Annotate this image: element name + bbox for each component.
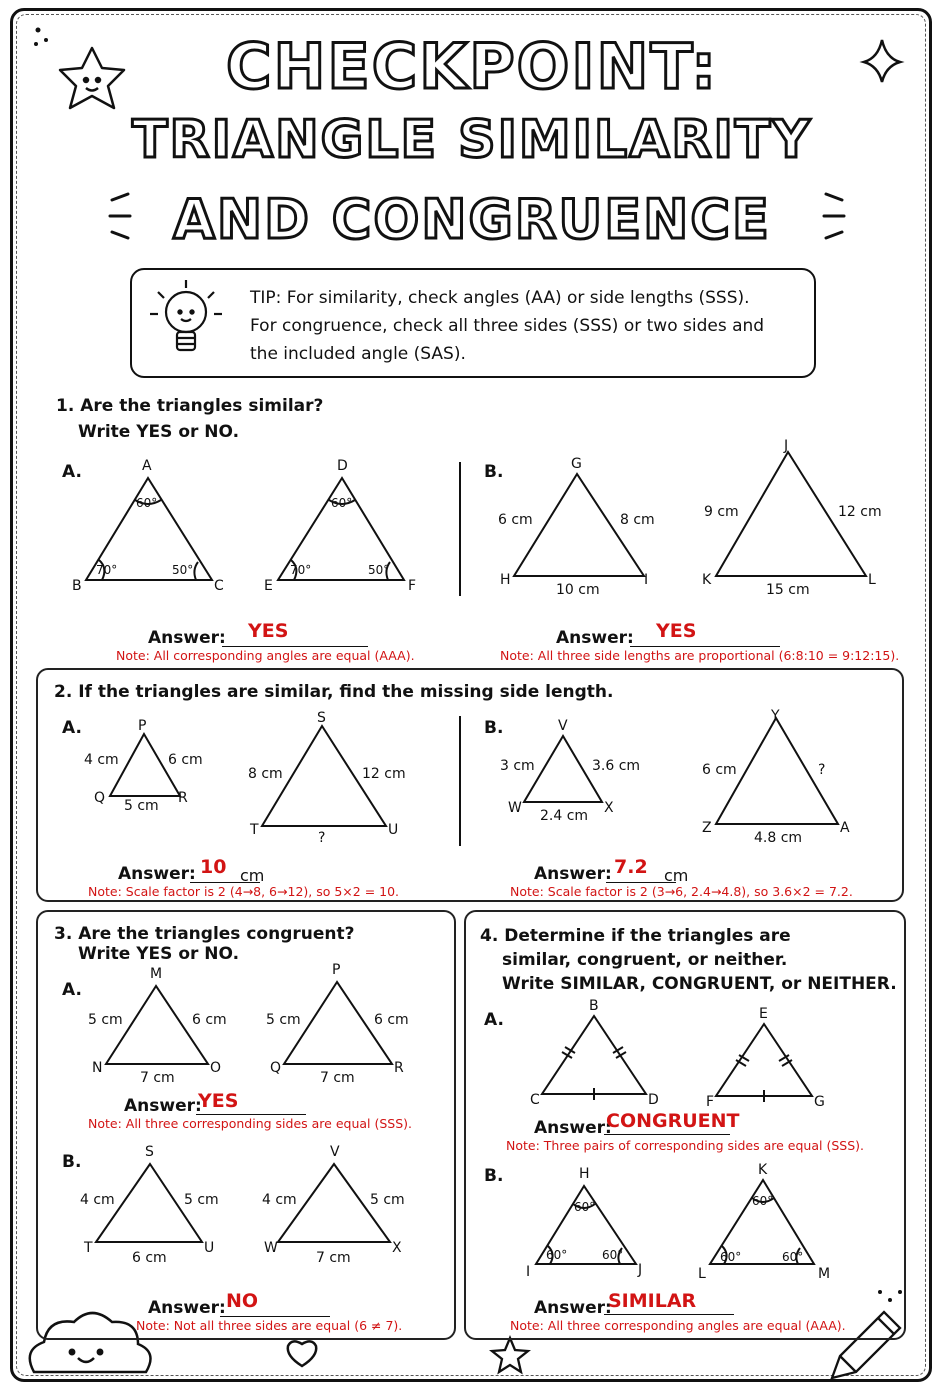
q1b-answer: YES	[656, 620, 697, 642]
vertex-label: I	[526, 1264, 531, 1280]
angle-label: 60°	[574, 1200, 596, 1214]
vertex-label: J	[784, 438, 789, 454]
vertex-label: R	[178, 790, 188, 806]
vertex-label: E	[759, 1006, 768, 1022]
q2a-answer-label: Answer:	[118, 864, 196, 884]
vertex-label: Q	[94, 790, 106, 806]
q2b-note: Note: Scale factor is 2 (3→6, 2.4→4.8), so 3.6×2 = 7.2.	[510, 884, 853, 899]
q1a-answer-line	[222, 646, 368, 647]
title-line-1: CHECKPOINT:	[225, 30, 719, 103]
q3b-label: B.	[62, 1152, 82, 1172]
angle-label: 60°	[546, 1248, 568, 1262]
q4-prompt-line-3: Write SIMILAR, CONGRUENT, or NEITHER.	[502, 974, 897, 994]
side-label: 5 cm	[124, 798, 159, 814]
side-label: 5 cm	[266, 1012, 301, 1028]
vertex-label: G	[814, 1094, 825, 1110]
vertex-label: J	[638, 1262, 643, 1278]
q3a-answer: YES	[198, 1090, 239, 1112]
vertex-label: S	[145, 1144, 154, 1160]
vertex-label: F	[706, 1094, 715, 1110]
title-line-2: TRIANGLE SIMILARITY	[132, 110, 812, 170]
q4a-triangle-2	[716, 1024, 812, 1096]
q2a-unit: cm	[240, 866, 265, 885]
q1a-answer-label: Answer:	[148, 628, 226, 648]
q2b-answer: 7.2	[614, 856, 648, 878]
angle-label: 50°	[172, 563, 194, 577]
vertex-label: Y	[771, 708, 780, 724]
vertex-label: M	[150, 966, 163, 982]
side-label: 15 cm	[766, 582, 810, 598]
side-label: ?	[318, 830, 326, 846]
tip-line-1: TIP: For similarity, check angles (AA) or side lengths (SSS).	[250, 288, 750, 308]
vertex-label: S	[317, 710, 326, 726]
angle-label: 50°	[368, 563, 390, 577]
q2b-unit: cm	[664, 866, 689, 885]
q4a-answer-line	[604, 1134, 730, 1135]
q1b-label: B.	[484, 462, 504, 482]
vertex-label: L	[698, 1266, 706, 1282]
vertex-label: R	[394, 1060, 404, 1076]
title-line-3: AND CONGRUENCE	[173, 188, 771, 251]
angle-label: 70°	[290, 563, 312, 577]
q3b-answer-label: Answer:	[148, 1298, 226, 1318]
vertex-label: B	[72, 578, 82, 594]
vertex-label: A	[142, 458, 152, 474]
q4a-note: Note: Three pairs of corresponding sides are equal (SSS).	[506, 1138, 864, 1153]
side-label: 3 cm	[500, 758, 535, 774]
angle-label: 60°	[602, 1248, 624, 1262]
q2a-answer: 10	[200, 856, 227, 878]
vertex-label: Q	[270, 1060, 282, 1076]
vertex-label: L	[868, 572, 876, 588]
q1b-answer-label: Answer:	[556, 628, 634, 648]
q1a-note: Note: All corresponding angles are equal (AAA).	[116, 648, 415, 663]
side-label: 7 cm	[320, 1070, 355, 1086]
side-label: 4.8 cm	[754, 830, 803, 846]
vertex-label: X	[604, 800, 614, 816]
q3-instruction: Write YES or NO.	[78, 944, 240, 964]
tip-line-2: For congruence, check all three sides (SSS) or two sides and	[250, 316, 765, 336]
q1a-label: A.	[62, 462, 82, 482]
angle-label: 60°	[720, 1250, 742, 1264]
q2a-note: Note: Scale factor is 2 (4→8, 6→12), so 5×2 = 10.	[88, 884, 400, 899]
angle-label: 60°	[331, 496, 353, 510]
vertex-label: H	[500, 572, 511, 588]
side-label: 3.6 cm	[592, 758, 641, 774]
q4b-label: B.	[484, 1166, 504, 1186]
q3a-answer-line	[196, 1114, 306, 1115]
side-label: 9 cm	[704, 504, 739, 520]
side-label: 8 cm	[248, 766, 283, 782]
q4b-answer-label: Answer:	[534, 1298, 612, 1318]
vertex-label: P	[332, 962, 341, 978]
q4a-answer: CONGRUENT	[606, 1110, 740, 1132]
vertex-label: T	[250, 822, 259, 838]
side-label: 12 cm	[362, 766, 406, 782]
vertex-label: A	[840, 820, 850, 836]
vertex-label: C	[530, 1092, 540, 1108]
q3a-answer-label: Answer:	[124, 1096, 202, 1116]
q4a-answer-label: Answer:	[534, 1118, 612, 1138]
q1b-note: Note: All three side lengths are proportional (6:8:10 = 9:12:15).	[500, 648, 900, 663]
q1a-arc-c	[194, 562, 198, 580]
vertex-label: V	[330, 1144, 340, 1160]
side-label: ?	[818, 762, 826, 778]
side-label: 8 cm	[620, 512, 655, 528]
q3-prompt: 3. Are the triangles congruent?	[54, 924, 355, 944]
q1-prompt: 1. Are the triangles similar?	[56, 396, 324, 416]
vertex-label: G	[571, 456, 582, 472]
q3b-answer-line	[220, 1316, 330, 1317]
side-label: 2.4 cm	[540, 808, 589, 824]
tip-line-3: the included angle (SAS).	[250, 344, 466, 364]
side-label: 5 cm	[88, 1012, 123, 1028]
vertex-label: W	[508, 800, 522, 816]
vertex-label: P	[138, 718, 147, 734]
side-label: 4 cm	[262, 1192, 297, 1208]
q3a-label: A.	[62, 980, 82, 1000]
q2-prompt: 2. If the triangles are similar, find the missing side length.	[54, 682, 614, 702]
q3b-answer: NO	[226, 1290, 259, 1312]
side-label: 5 cm	[184, 1192, 219, 1208]
q3b-note: Note: Not all three sides are equal (6 ≠ 7).	[136, 1318, 403, 1333]
q4b-answer: SIMILAR	[608, 1290, 697, 1312]
side-label: 6 cm	[702, 762, 737, 778]
q4-prompt-line-1: 4. Determine if the triangles are	[480, 926, 791, 946]
q4a-triangle-1	[542, 1016, 646, 1094]
side-label: 4 cm	[80, 1192, 115, 1208]
q2b-answer-label: Answer:	[534, 864, 612, 884]
angle-label: 60°	[136, 496, 158, 510]
vertex-label: D	[337, 458, 348, 474]
q4a-label: A.	[484, 1010, 504, 1030]
vertex-label: I	[644, 572, 649, 588]
vertex-label: O	[210, 1060, 222, 1076]
vertex-label: X	[392, 1240, 402, 1256]
angle-label: 60°	[752, 1194, 774, 1208]
vertex-label: K	[758, 1162, 768, 1178]
side-label: 12 cm	[838, 504, 882, 520]
vertex-label: B	[589, 998, 599, 1014]
vertex-label: C	[214, 578, 224, 594]
q2b-triangle-1	[524, 736, 602, 802]
q2b-label: B.	[484, 718, 504, 738]
vertex-label: D	[648, 1092, 659, 1108]
side-label: 6 cm	[132, 1250, 167, 1266]
q1a-answer: YES	[248, 620, 289, 642]
side-label: 6 cm	[498, 512, 533, 528]
side-label: 10 cm	[556, 582, 600, 598]
q2a-label: A.	[62, 718, 82, 738]
vertex-label: U	[204, 1240, 215, 1256]
vertex-label: F	[408, 578, 417, 594]
vertex-label: V	[558, 718, 568, 734]
side-label: 6 cm	[374, 1012, 409, 1028]
q1-instruction: Write YES or NO.	[78, 422, 240, 442]
side-label: 7 cm	[140, 1070, 175, 1086]
side-label: 4 cm	[84, 752, 119, 768]
q3a-note: Note: All three corresponding sides are equal (SSS).	[88, 1116, 413, 1131]
side-label: 6 cm	[192, 1012, 227, 1028]
vertex-label: K	[702, 572, 712, 588]
side-label: 5 cm	[370, 1192, 405, 1208]
side-label: 6 cm	[168, 752, 203, 768]
q4-prompt-line-2: similar, congruent, or neither.	[502, 950, 788, 970]
side-label: 7 cm	[316, 1250, 351, 1266]
vertex-label: W	[264, 1240, 278, 1256]
vertex-label: M	[818, 1266, 831, 1282]
q4b-answer-line	[604, 1314, 734, 1315]
angle-label: 70°	[96, 563, 118, 577]
q4b-note: Note: All three corresponding angles are equal (AAA).	[510, 1318, 846, 1333]
vertex-label: U	[388, 822, 399, 838]
vertex-label: Z	[702, 820, 712, 836]
angle-label: 60°	[782, 1250, 804, 1264]
vertex-label: N	[92, 1060, 103, 1076]
q1b-answer-line	[630, 646, 780, 647]
vertex-label: H	[579, 1166, 590, 1182]
vertex-label: T	[84, 1240, 93, 1256]
vertex-label: E	[264, 578, 273, 594]
